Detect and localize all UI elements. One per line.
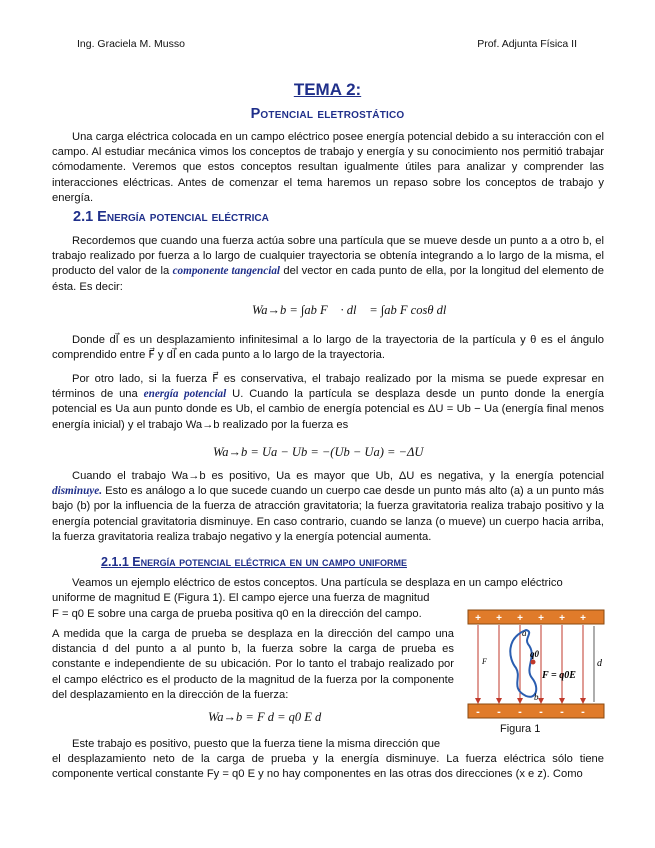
equation-work-uniform: Wa→b = F d = q0 E d xyxy=(208,710,322,724)
p1-emphasis: componente tangencial xyxy=(172,265,281,278)
plus-sign: + xyxy=(475,613,481,624)
p3-text-a: Por otro lado, si la fuerza F⃗ es conservativa, el trabajo realizado por la misma se puede expresar en términos de una xyxy=(52,373,604,401)
minus-sign: - xyxy=(497,706,501,718)
p1-text-a: Recordemos que cuando una fuerza actúa sobre una partícula que se mueve desde un punto a a otro b, el trabajo realizado por fuerza a lo largo de cualquier trayectoria se obtenía integrando a lo largo de la misma, el producto del valor de la xyxy=(52,235,604,278)
p3-emphasis: energía potencial xyxy=(143,388,227,401)
p4-text-b: Esto es análogo a lo que sucede cuando un cuerpo cae desde un punto más alto (a) a un punto más bajo (b) por la influencia de la fuerza de atracción gravitatoria; la fuerza gravitatoria realiza trabajo positivo y la energía potencial gravitatoria disminuye. En caso contrario, cuando se lanza (o mueve) un cuerpo hacia arriba, la fuerza gravitatoria realiza trabajo negativo y la energía potencial aumenta. xyxy=(52,485,605,543)
plus-sign: + xyxy=(580,613,586,624)
figure-uniform-field-diagram xyxy=(466,608,606,720)
equation-work-potential: Wa→b = Ua − Ub = −(Ub − Ua) = −ΔU xyxy=(213,445,424,459)
paragraph-uniform-field-line2: uniforme de magnitud E (Figura 1). El campo ejerce una fuerza de magnitud xyxy=(52,592,430,604)
plus-sign: + xyxy=(538,613,544,624)
equation-work-integral: Wa→b = ∫ab F⃗ · dl⃗ = ∫ab F cosθ dl xyxy=(252,303,447,317)
paragraph-displacement: Donde dl⃗ es un desplazamiento infinitesimal a lo largo de la trayectoria de la partícula y θ es el ángulo comprendido entre F⃗ y dl⃗ en cada punto a lo largo de la trayectoria. xyxy=(52,334,604,362)
page-subtitle: Potencial eletrostático xyxy=(250,106,405,122)
paragraph-conservative-force xyxy=(52,372,604,433)
label-a: a xyxy=(522,628,527,638)
paragraph-uniform-field-line3: F = q0 E sobre una carga de prueba positiva q0 en la dirección del campo. xyxy=(52,608,422,620)
page-title: TEMA 2: xyxy=(293,80,362,99)
section-heading-2-1-1: 2.1.1 Energía potencial eléctrica en un campo uniforme xyxy=(101,555,407,569)
plus-sign: + xyxy=(517,613,523,624)
p1-text-b: del vector en cada punto de ella, por la longitud del elemento de ésta. Es decir: xyxy=(52,265,604,293)
minus-sign: - xyxy=(518,706,522,718)
test-charge-dot xyxy=(531,660,536,665)
plus-sign: + xyxy=(559,613,565,624)
p3-text-b: U. Cuando la partícula se desplaza desde un punto donde la energía potencial es Ua aun punto donde es Ub, el cambio de energía potencial es ΔU = Ub − Ua (energía final menos energía inicial) y el trabajo Wa→b realizado por la fuerza es xyxy=(52,388,605,431)
figure-caption: Figura 1 xyxy=(500,723,541,735)
paragraph-work-definition xyxy=(52,234,604,295)
paragraph-conclusion-line1: Este trabajo es positivo, puesto que la fuerza tiene la misma dirección que xyxy=(72,738,441,750)
paragraph-positive-work xyxy=(52,469,604,545)
header-author: Ing. Graciela M. Musso xyxy=(77,38,185,50)
paragraph-uniform-field-line1: Veamos un ejemplo eléctrico de estos conceptos. Una partícula se desplaza en un campo eléctrico xyxy=(72,577,563,589)
label-q0: q0 xyxy=(530,649,539,659)
label-b: b xyxy=(534,692,539,702)
p4-emphasis: disminuye. xyxy=(52,485,103,498)
minus-sign: - xyxy=(476,706,480,718)
minus-sign: - xyxy=(560,706,564,718)
paragraph-conclusion-rest: el desplazamiento neto de la carga de prueba y la energía disminuye. La fuerza eléctrica sólo tiene componente vertical constante Fy = q0 E y no hay componentes en las otras dos direcciones (x e z). Como xyxy=(52,753,604,781)
minus-sign: - xyxy=(539,706,543,718)
label-path-force: F xyxy=(482,657,487,666)
plus-sign: + xyxy=(496,613,502,624)
p4-text-a: Cuando el trabajo Wa→b es positivo, Ua es mayor que Ub, ΔU es negativa, y la energía potencial xyxy=(72,470,604,482)
label-force: F = q0E xyxy=(542,670,576,681)
intro-paragraph: Una carga eléctrica colocada en un campo eléctrico posee energía potencial debido a su interacción con el campo. Al estudiar mecánica vimos los conceptos de trabajo y energía y su conocimiento nos permitió trabajar cómodamente. Veremos que estos conceptos resultan igualmente útiles para analizar y comprender las interacciones eléctricas. Antes de comenzar el tema haremos un repaso sobre los conceptos de trabajo y energía. xyxy=(52,131,604,204)
header-role: Prof. Adjunta Física II xyxy=(477,38,577,50)
section-heading-2-1: 2.1 Energía potencial eléctrica xyxy=(73,209,269,225)
paragraph-displacement-work: A medida que la carga de prueba se desplaza en la dirección del campo una distancia d del punto a al punto b, la fuerza sobre la carga de prueba es constante e independiente de su ubicación. Por lo tanto el trabajo realizado por el campo eléctrico es el producto de la magnitud de la fuerza por la componente del desplazamiento en la dirección de la fuerza: xyxy=(52,628,454,701)
minus-sign: - xyxy=(581,706,585,718)
label-d: d xyxy=(597,658,602,669)
